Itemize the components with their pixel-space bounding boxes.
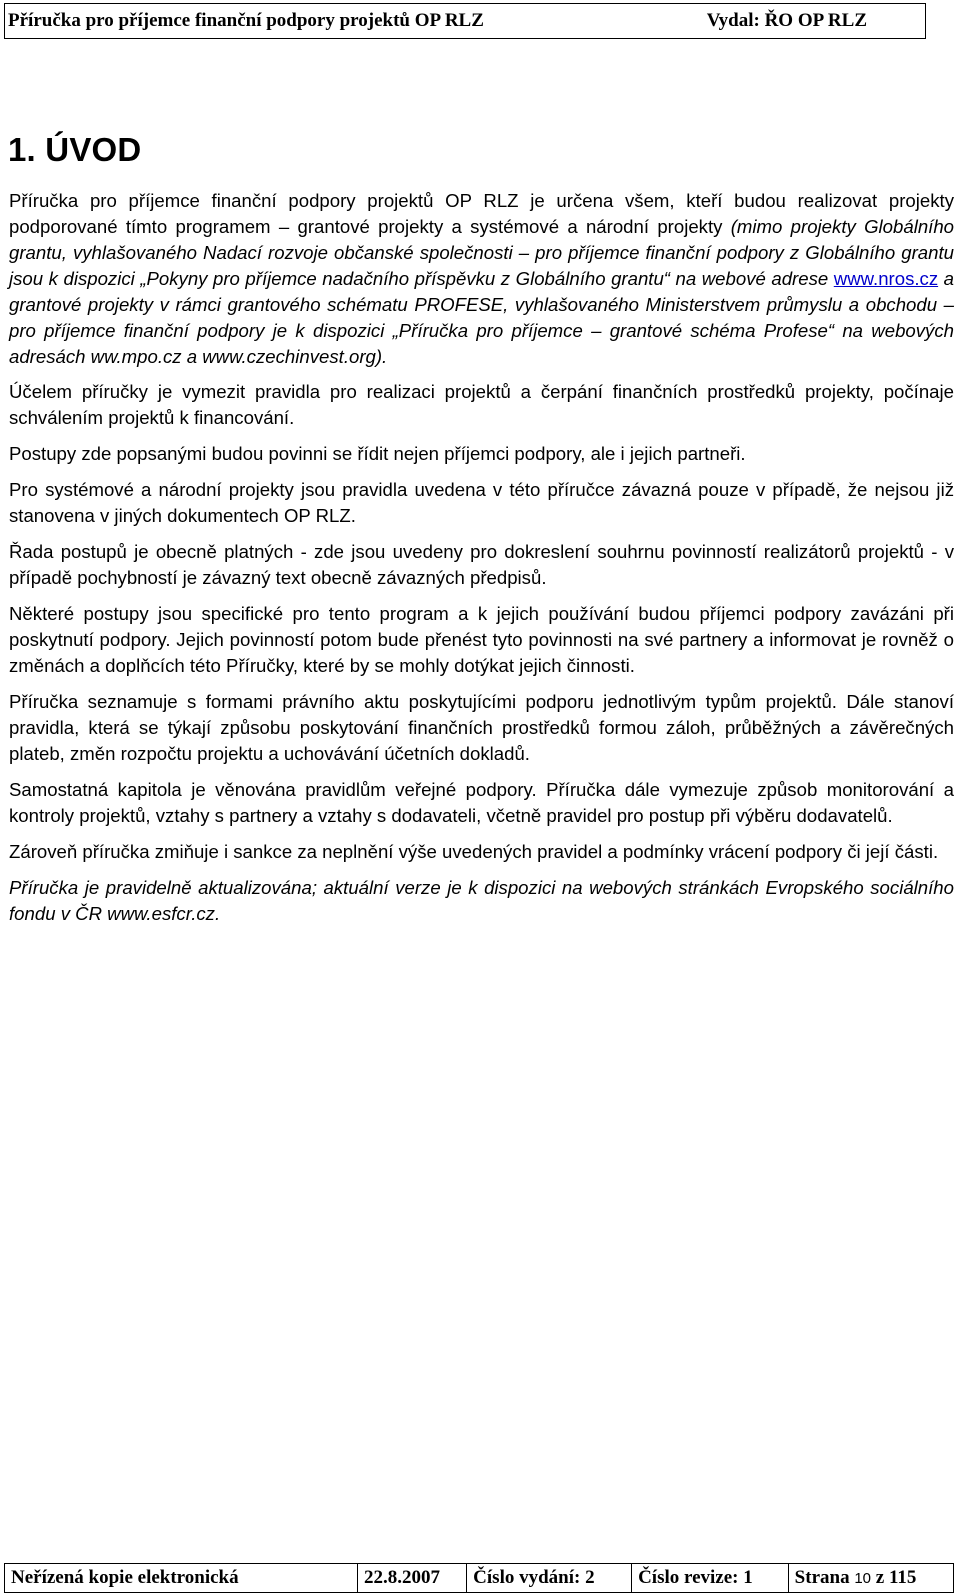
paragraph: Řada postupů je obecně platných - zde jsou uvedeny pro dokreslení souhrnu povinností realizátorů projektů - v případě pochybností je závazný text obecně závazných předpisů. [9,541,954,588]
footer-copy-status: Neřízená kopie elektronická [5,1564,358,1593]
paragraph: Účelem příručky je vymezit pravidla pro realizaci projektů a čerpání finančních prostředků projekty, počínaje schválením projektů k financování. [9,381,954,428]
paragraph: Samostatná kapitola je věnována pravidlům veřejné podpory. Příručka dále vymezuje způsob monitorování a kontroly projektů, vztahy s partnery a vztahy s dodavateli, včetně pravidel pro postup při výběru dodavatelů. [9,779,954,826]
header-publisher: Vydal: ŘO OP RLZ [706,10,867,31]
paragraph: Pro systémové a národní projekty jsou pravidla uvedena v této příručce závazná pouze v případě, že nejsou již stanovena v jiných dokumentech OP RLZ. [9,479,954,526]
page-footer [4,1563,954,1593]
paragraph: Některé postupy jsou specifické pro tento program a k jejich používání budou příjemci podpory zavázáni při poskytnutí podpory. Jejich povinností potom bude přenést tyto povinnosti na své partnery a informovat je rovněž o změnách a doplňcích této Příručky, které by se mohly dotýkat jejich činnosti. [9,603,954,676]
intro-paragraph [9,188,954,370]
closing-italic-text: Příručka je pravidelně aktualizována; aktuální verze je k dispozici na webových stránkách Evropského sociálního fondu v ČR www.esfcr.cz. [9,877,954,924]
intro-italic-continuation: a grantové projekty v rámci grantového schématu PROFESE, vyhlašovaného Ministerstvem průmyslu a obchodu – pro příjemce finanční podpory je k dispozici „Příručka pro příjemce – grantové schéma Profese“ na webových adresách ww.mpo.cz a www.czechinvest.org). [9,268,954,367]
footer-revision: Číslo revize: 1 [632,1564,789,1593]
footer-page [788,1564,953,1593]
closing-paragraph [9,875,954,927]
footer-page-total: z 115 [875,1567,917,1588]
paragraph: Zároveň příručka zmiňuje i sankce za neplnění výše uvedených pravidel a podmínky vrácení podpory či její části. [9,841,939,862]
section-heading: 1. ÚVOD [8,131,142,168]
document-body [9,188,954,937]
footer-page-number: 10 [854,1570,872,1587]
paragraph: Postupy zde popsanými budou povinni se řídit nejen příjemci podpory, ale i jejich partneři. [9,443,746,464]
intro-italic-text: (mimo projekty Globálního grantu, vyhlašovaného Nadací rozvoje občanské společnosti – pro příjemce finanční podpory z Globálního grantu jsou k dispozici „Pokyny pro příjemce nadačního příspěvku z Globálního grantu“ na webové adrese [9,216,955,289]
footer-issue: Číslo vydání: 2 [467,1564,632,1593]
intro-text: Příručka pro příjemce finanční podpory projektů OP RLZ je určena všem, kteří budou realizovat projekty podporované tímto programem – grantové projekty a systémové a národní projekty [9,190,954,237]
paragraph: Příručka seznamuje s formami právního aktu poskytujícími podporu jednotlivým typům projektů. Dále stanoví pravidla, která se týkají způsobu poskytování finančních prostředků formou záloh, průběžných a závěrečných plateb, změn rozpočtu projektu a uchovávání účetních dokladů. [9,691,954,764]
footer-date: 22.8.2007 [358,1564,467,1593]
nros-link[interactable]: www.nros.cz [833,268,939,289]
footer-page-word: Strana [794,1567,850,1588]
header-title: Příručka pro příjemce finanční podpory projektů OP RLZ [8,10,484,31]
page-header [4,3,926,39]
